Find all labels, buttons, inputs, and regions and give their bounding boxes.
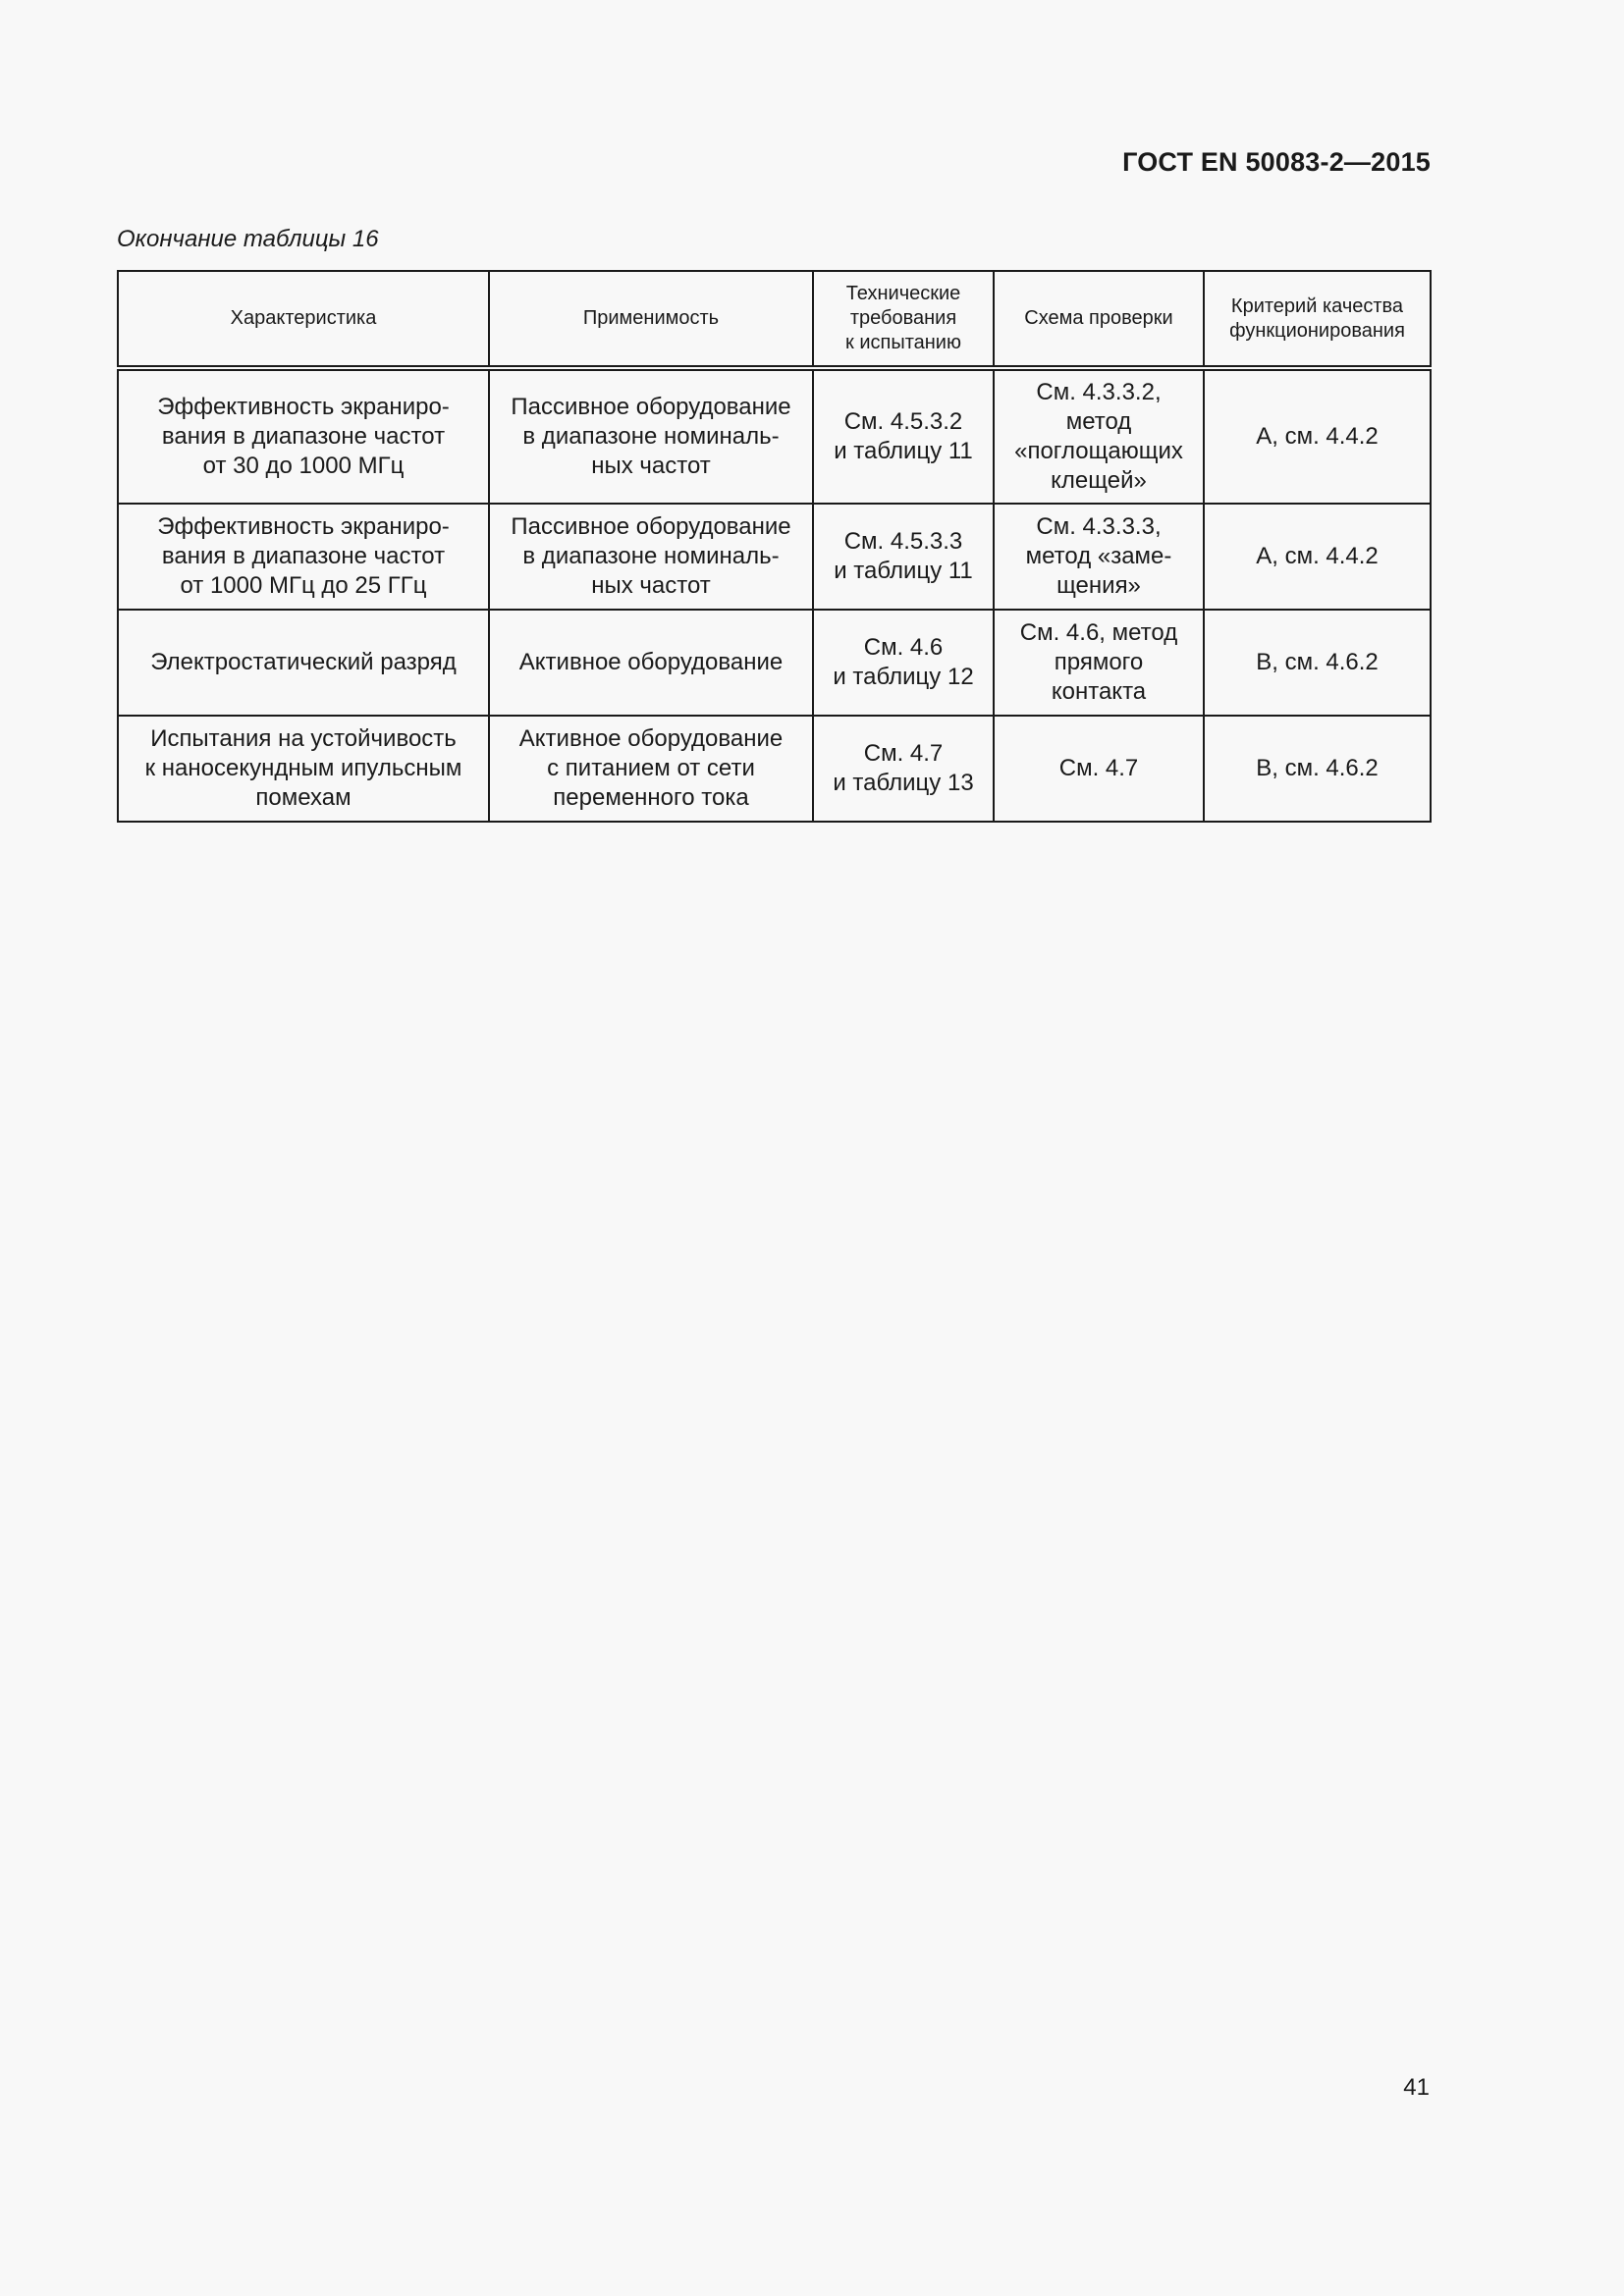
cell-performance-criterion: В, см. 4.6.2 [1204, 610, 1431, 716]
column-header-characteristic: Характеристика [118, 271, 489, 368]
cell-applicability: Пассивное оборудование в диапазоне номиналь- ных частот [489, 504, 813, 610]
cell-test-scheme: См. 4.3.3.3, метод «заме- щения» [994, 504, 1204, 610]
cell-test-requirements: См. 4.5.3.3 и таблицу 11 [813, 504, 994, 610]
table-row [118, 610, 1431, 716]
page-number: 41 [1403, 2074, 1430, 2101]
cell-characteristic: Испытания на устойчивость к наносекундным ипульсным помехам [118, 716, 489, 822]
table-caption: Окончание таблицы 16 [117, 226, 379, 252]
column-header-applicability: Применимость [489, 271, 813, 368]
table-header-row [118, 271, 1431, 368]
column-header-performance-criterion: Критерий качества функционирования [1204, 271, 1431, 368]
specification-table [117, 270, 1432, 823]
cell-test-requirements: См. 4.5.3.2 и таблицу 11 [813, 368, 994, 504]
column-header-test-requirements: Технические требования к испытанию [813, 271, 994, 368]
cell-test-requirements: См. 4.7 и таблицу 13 [813, 716, 994, 822]
column-header-test-scheme: Схема проверки [994, 271, 1204, 368]
cell-characteristic: Эффективность экраниро- вания в диапазоне частот от 30 до 1000 МГц [118, 368, 489, 504]
document-code: ГОСТ EN 50083-2—2015 [1122, 147, 1431, 177]
cell-test-scheme: См. 4.7 [994, 716, 1204, 822]
cell-performance-criterion: А, см. 4.4.2 [1204, 504, 1431, 610]
cell-applicability: Активное оборудование [489, 610, 813, 716]
cell-test-scheme: См. 4.6, метод прямого контакта [994, 610, 1204, 716]
table-row [118, 504, 1431, 610]
cell-test-scheme: См. 4.3.3.2, метод «поглощающих клещей» [994, 368, 1204, 504]
cell-applicability: Активное оборудование с питанием от сети переменного тока [489, 716, 813, 822]
cell-test-requirements: См. 4.6 и таблицу 12 [813, 610, 994, 716]
cell-characteristic: Эффективность экраниро- вания в диапазоне частот от 1000 МГц до 25 ГГц [118, 504, 489, 610]
table-row [118, 716, 1431, 822]
cell-characteristic: Электростатический разряд [118, 610, 489, 716]
cell-applicability: Пассивное оборудование в диапазоне номиналь- ных частот [489, 368, 813, 504]
table-row [118, 368, 1431, 504]
cell-performance-criterion: В, см. 4.6.2 [1204, 716, 1431, 822]
cell-performance-criterion: А, см. 4.4.2 [1204, 368, 1431, 504]
